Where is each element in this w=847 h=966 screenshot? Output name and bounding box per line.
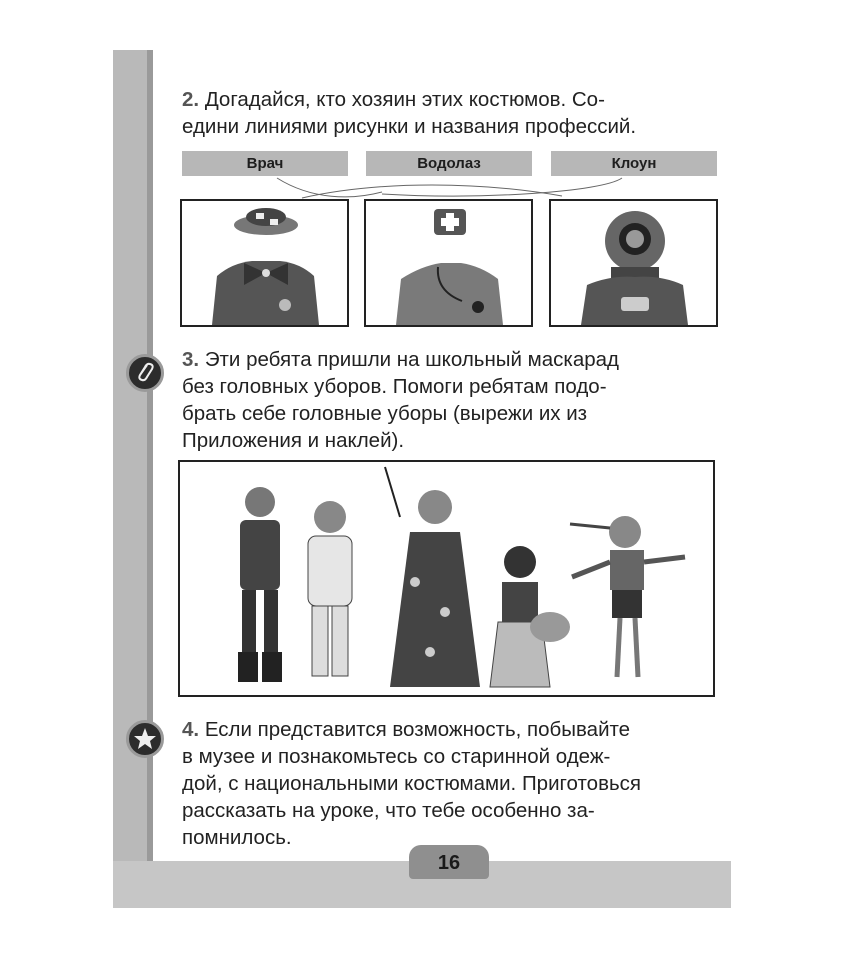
task-4-number: 4. [182, 718, 200, 741]
page-number: 16 [409, 845, 489, 879]
child-astronaut [308, 501, 352, 676]
task-2-line-2: едини линиями рисунки и названия профессий. [182, 115, 637, 138]
task-3-badge [126, 354, 164, 392]
task-3-line-4: Приложения и наклей). [182, 429, 405, 452]
task-3-line-3: брать себе головные уборы (вырежи их из [182, 402, 588, 425]
child-girl-sarafan [385, 467, 480, 687]
label-diver: Водолаз [366, 151, 532, 176]
task-4-line-2: в музее и познакомьтесь со старинной одеж- [182, 745, 611, 768]
paperclip-icon [129, 357, 161, 389]
children-illustration [180, 462, 713, 695]
task-4-text [182, 716, 717, 851]
task-3-number: 3. [182, 348, 200, 371]
line-clown-to-doctor-costume [382, 178, 622, 196]
task-3-line-1: Эти ребята пришли на школьный маскарад [204, 348, 619, 371]
doctor-costume-illustration [366, 201, 531, 325]
costume-picture-doctor [364, 199, 533, 327]
task-2-line-1: Догадайся, кто хозяин этих костюмов. Со- [204, 88, 605, 111]
label-clown: Клоун [551, 151, 717, 176]
line-doctor-to-diver-costume [277, 178, 382, 197]
clown-costume-illustration [182, 201, 347, 325]
costume-picture-diver [549, 199, 718, 327]
child-pinocchio [570, 516, 685, 677]
task-2-text [182, 86, 717, 140]
task-4-line-1: Если представится возможность, побывайте [204, 718, 631, 741]
costume-picture-clown [180, 199, 349, 327]
book-spine [113, 50, 147, 908]
task-3-text [182, 346, 717, 454]
task-3-line-2: без головных уборов. Помоги ребятам подо- [182, 375, 607, 398]
task-4-line-5: помнилось. [182, 826, 292, 849]
child-musketeer [238, 487, 282, 682]
task-2-number: 2. [182, 88, 200, 111]
masquerade-children-picture [178, 460, 715, 697]
diver-costume-illustration [551, 201, 716, 325]
star-icon [129, 723, 161, 755]
label-doctor: Врач [182, 151, 348, 176]
task-4-line-3: дой, с национальными костюмами. Приготовься [182, 772, 641, 795]
child-small-girl [490, 546, 570, 687]
task-4-line-4: рассказать на уроке, что тебе особенно за- [182, 799, 595, 822]
task-4-badge [126, 720, 164, 758]
